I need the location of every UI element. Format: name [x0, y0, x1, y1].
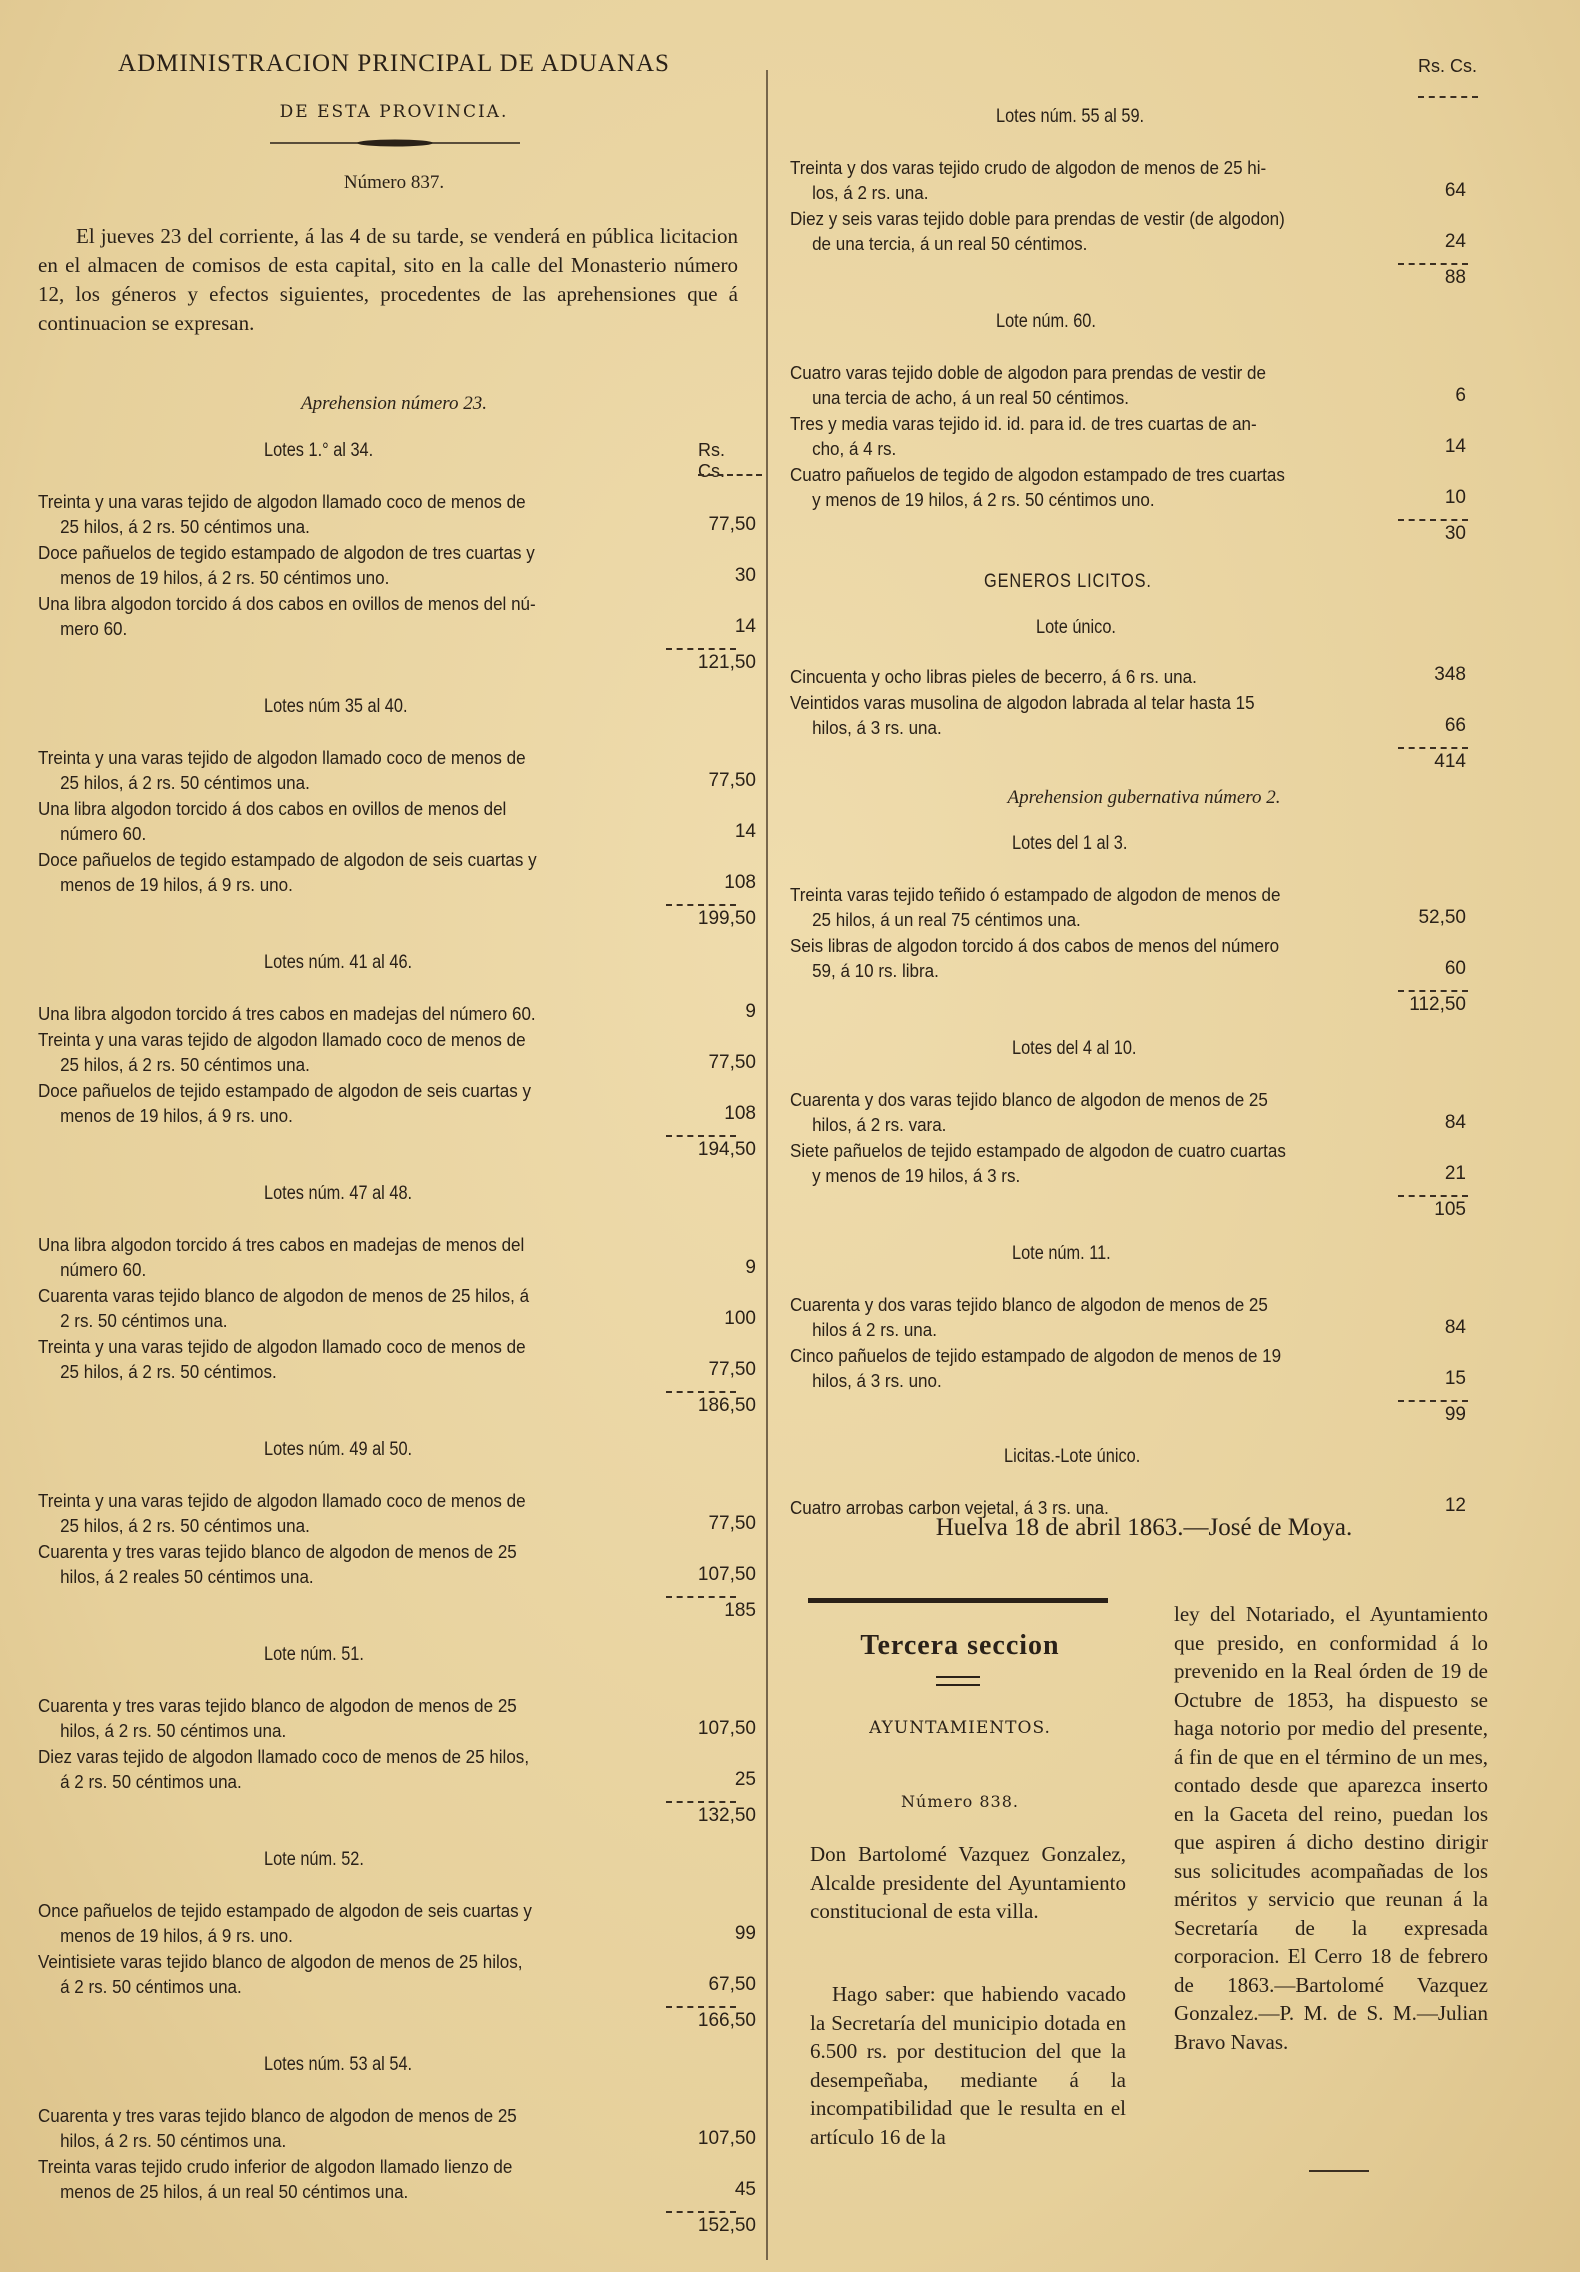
item-amount: 348 — [1434, 664, 1466, 685]
item-amount: 107,50 — [697, 2128, 756, 2149]
notice-838: Número 838. — [901, 1792, 1019, 1811]
item-amount: 25 — [734, 1769, 756, 1790]
item-text: Tres y media varas tejido id. id. para id. de tres cuartas de an- — [790, 413, 1257, 434]
lot-total: 199,50 — [697, 908, 756, 929]
lot-total: 152,50 — [697, 2215, 756, 2236]
item-amount: 84 — [1444, 1112, 1466, 1133]
rs-cs-header: Rs. Cs. — [1418, 56, 1478, 76]
item-amount: 77,50 — [708, 1513, 756, 1534]
total-rule — [666, 2211, 736, 2213]
item-text: Cuarenta y tres varas tejido blanco de algodon de menos de 25 — [38, 1541, 517, 1562]
licitas-heading: Licitas.-Lote único. — [1004, 1446, 1141, 1467]
total-rule — [1398, 747, 1468, 749]
lot-total: 105 — [1434, 1199, 1466, 1220]
item-amount: 12 — [1444, 1495, 1466, 1516]
ornament-divider — [270, 138, 520, 148]
aprehension-gub-title: Aprehension gubernativa número 2. — [1007, 787, 1281, 808]
item-amount: 77,50 — [708, 1052, 756, 1073]
signoff: Huelva 18 de abril 1863.—José de Moya. — [935, 1514, 1353, 1541]
total-rule — [1398, 263, 1468, 265]
item-text: Treinta varas tejido crudo inferior de algodon llamado lienzo de — [38, 2156, 513, 2177]
lot-total: 132,50 — [697, 1805, 756, 1826]
item-amount: 66 — [1444, 715, 1466, 736]
item-text: Treinta y una varas tejido de algodon llamado coco de menos de — [38, 747, 526, 768]
lote-unico-heading: Lote único. — [1036, 617, 1116, 638]
end-rule — [1309, 2170, 1369, 2172]
total-rule — [666, 1801, 736, 1803]
item-text: Once pañuelos de tejido estampado de algodon de seis cuartas y — [38, 1900, 532, 1921]
item-text-cont: y menos de 19 hilos, á 2 rs. 50 céntimos uno. — [812, 489, 1155, 510]
item-text-cont: número 60. — [60, 1259, 147, 1280]
item-amount: 21 — [1444, 1163, 1466, 1184]
rule — [1418, 96, 1478, 98]
item-text-cont: menos de 25 hilos, á un real 50 céntimos una. — [60, 2181, 409, 2202]
total-rule — [666, 648, 736, 650]
item-text: Doce pañuelos de tejido estampado de algodon de seis cuartas y — [38, 1080, 531, 1101]
item-text-cont: hilos á 2 rs. una. — [812, 1319, 937, 1340]
notice-number: Número 837. — [343, 172, 445, 193]
lot-title: Lote núm. 11. — [1012, 1243, 1111, 1264]
item-text-cont: 25 hilos, á 2 rs. 50 céntimos una. — [60, 516, 310, 537]
total-rule — [1398, 990, 1468, 992]
item-amount: 108 — [724, 872, 756, 893]
header-subtitle: DE ESTA PROVINCIA. — [279, 102, 509, 122]
line-item — [38, 745, 581, 795]
lot-title: Lote núm. 51. — [264, 1644, 364, 1665]
item-amount: 77,50 — [708, 1359, 756, 1380]
lot-title: Lotes núm 35 al 40. — [264, 696, 408, 717]
lot-title: Lotes núm. 49 al 50. — [264, 1439, 413, 1460]
item-text-cont: número 60. — [60, 823, 147, 844]
line-item — [790, 664, 1333, 689]
item-text-cont: mero 60. — [60, 618, 128, 639]
item-text-cont: de una tercia, á un real 50 céntimos. — [812, 233, 1088, 254]
total-rule — [1398, 1195, 1468, 1197]
lot-title: Lotes núm. 41 al 46. — [264, 952, 413, 973]
item-text-cont: 25 hilos, á 2 rs. 50 céntimos una. — [60, 772, 310, 793]
line-item — [38, 1744, 581, 1794]
item-text-cont: 25 hilos, á 2 rs. 50 céntimos una. — [60, 1054, 310, 1075]
total-rule — [666, 1596, 736, 1598]
item-text: Cuarenta varas tejido blanco de algodon de menos de 25 hilos, á — [38, 1285, 530, 1306]
item-text: Cuarenta y dos varas tejido blanco de algodon de menos de 25 — [790, 1089, 1268, 1110]
generos-licitos-heading: GENEROS LICITOS. — [984, 571, 1152, 592]
item-amount: 14 — [1444, 436, 1466, 457]
intro-paragraph: El jueves 23 del corriente, á las 4 de su tarde, se venderá en pública licitacion en el almacen de comisos de esta capital, sito en la calle del Monasterio número 12, los géneros y efectos siguientes, procedentes de las aprehensiones que á continuacion se expresan. — [38, 224, 738, 335]
lot-title: Lotes núm. 47 al 48. — [264, 1183, 413, 1204]
item-text-cont: 25 hilos, á un real 75 céntimos una. — [812, 909, 1081, 930]
total-rule — [666, 904, 736, 906]
item-text-cont: hilos, á 2 reales 50 céntimos una. — [60, 1566, 314, 1587]
double-rule — [936, 1676, 980, 1686]
item-text: Cincuenta y ocho libras pieles de becerro, á 6 rs. una. — [790, 666, 1197, 687]
item-text: Doce pañuelos de tegido estampado de algodon de tres cuartas y — [38, 542, 535, 563]
lot-total: 121,50 — [697, 652, 756, 673]
total-rule — [666, 1391, 736, 1393]
item-text: Treinta y una varas tejido de algodon llamado coco de menos de — [38, 1336, 526, 1357]
line-item — [38, 540, 581, 590]
line-item — [790, 1343, 1333, 1393]
item-text: Cinco pañuelos de tejido estampado de algodon de menos de 19 — [790, 1345, 1282, 1366]
total-rule — [1398, 1400, 1468, 1402]
lot-total: 414 — [1434, 751, 1466, 772]
line-item — [38, 796, 581, 846]
item-amount: 14 — [734, 821, 756, 842]
item-amount: 67,50 — [708, 1974, 756, 1995]
lot-total: 186,50 — [697, 1395, 756, 1416]
line-item — [38, 1334, 581, 1384]
line-item — [38, 489, 581, 539]
header-title: ADMINISTRACION PRINCIPAL DE ADUANAS — [118, 50, 670, 77]
item-text: Cuarenta y tres varas tejido blanco de algodon de menos de 25 — [38, 2105, 517, 2126]
item-amount: 107,50 — [697, 1718, 756, 1739]
item-text: Una libra algodon torcido á dos cabos en ovillos de menos del — [38, 798, 507, 819]
item-text: Una libra algodon torcido á tres cabos en madejas del número 60. — [38, 1003, 536, 1024]
item-text-cont: y menos de 19 hilos, á 3 rs. — [812, 1165, 1021, 1186]
total-rule — [666, 2006, 736, 2008]
item-text-cont: menos de 19 hilos, á 9 rs. uno. — [60, 874, 293, 895]
item-text-cont: 2 rs. 50 céntimos una. — [60, 1310, 228, 1331]
line-item — [790, 206, 1333, 256]
item-amount: 84 — [1444, 1317, 1466, 1338]
lot-total: 185 — [724, 1600, 756, 1621]
item-text: Diez y seis varas tejido doble para prendas de vestir (de algodon) — [790, 208, 1285, 229]
item-text-cont: cho, á 4 rs. — [812, 438, 897, 459]
item-text: Cuatro arrobas carbon vejetal, á 3 rs. una. — [790, 1497, 1109, 1518]
item-amount: 9 — [745, 1001, 756, 1022]
lot-total: 99 — [1444, 1404, 1466, 1425]
item-text: Diez varas tejido de algodon llamado coco de menos de 25 hilos, — [38, 1746, 530, 1767]
line-item — [790, 882, 1333, 932]
line-item — [38, 1283, 581, 1333]
item-text: Veintisiete varas tejido blanco de algodon de menos de 25 hilos, — [38, 1951, 523, 1972]
item-text-cont: hilos, á 2 rs. vara. — [812, 1114, 947, 1135]
item-amount: 6 — [1455, 385, 1466, 406]
lot-total: 88 — [1444, 267, 1466, 288]
line-item — [38, 847, 581, 897]
item-amount: 14 — [734, 616, 756, 637]
item-text-cont: los, á 2 rs. una. — [812, 182, 929, 203]
item-text-cont: una tercia de acho, á un real 50 céntimos. — [812, 387, 1130, 408]
item-text-cont: 59, á 10 rs. libra. — [812, 960, 939, 981]
lot-title: Lotes núm. 55 al 59. — [996, 106, 1145, 127]
line-item — [38, 1693, 581, 1743]
section-bar — [808, 1598, 1108, 1603]
item-text: Cuatro varas tejido doble de algodon para prendas de vestir de — [790, 362, 1266, 383]
line-item — [38, 1078, 581, 1128]
item-amount: 100 — [724, 1308, 756, 1329]
line-item — [38, 1949, 581, 1999]
item-text-cont: á 2 rs. 50 céntimos una. — [60, 1771, 242, 1792]
item-text: Treinta y dos varas tejido crudo de algodon de menos de 25 hi- — [790, 157, 1267, 178]
line-item — [790, 933, 1333, 983]
item-amount: 9 — [745, 1257, 756, 1278]
aprehension-title: Aprehension número 23. — [301, 393, 487, 414]
lot-title: Lotes del 4 al 10. — [1012, 1038, 1137, 1059]
item-amount: 52,50 — [1418, 907, 1466, 928]
lot-total: 166,50 — [697, 2010, 756, 2031]
lot-total: 112,50 — [1409, 994, 1466, 1015]
item-text-cont: menos de 19 hilos, á 2 rs. 50 céntimos uno. — [60, 567, 390, 588]
rule — [698, 474, 762, 476]
ayuntamientos-heading: AYUNTAMIENTOS. — [869, 1718, 1051, 1738]
item-amount: 77,50 — [708, 514, 756, 535]
lot-title: Lotes núm. 53 al 54. — [264, 2054, 413, 2075]
lot-total: 194,50 — [697, 1139, 756, 1160]
total-rule — [1398, 519, 1468, 521]
item-amount: 10 — [1444, 487, 1466, 508]
item-text-cont: menos de 19 hilos, á 9 rs. uno. — [60, 1925, 293, 1946]
item-text: Una libra algodon torcido á tres cabos en madejas de menos del — [38, 1234, 525, 1255]
item-text-cont: á 2 rs. 50 céntimos una. — [60, 1976, 242, 1997]
don-paragraph: Don Bartolomé Vazquez Gonzalez, Alcalde presidente del Ayuntamiento constitucional de esta villa. — [810, 1842, 1126, 1923]
line-item — [790, 462, 1333, 512]
section-title: Tercera seccion — [860, 1630, 1060, 1661]
line-item — [38, 2103, 581, 2153]
line-item — [790, 411, 1333, 461]
lot-title: Lotes del 1 al 3. — [1012, 833, 1128, 854]
item-amount: 108 — [724, 1103, 756, 1124]
continuation-paragraph: ley del Notariado, el Ayuntamiento que presido, en conformidad á lo prevenido en la Real órden de 19 de Octubre de 1853, ha dispuesto se haga notorio por medio del presente, á fin de que en el término de un mes, contado desde que aparezca inserto en la Gaceta del reino, puedan los que aspiren á dicho destino dirigir sus solicitudes acompañadas de los méritos y servicio que reunan á la Secretaría de la expresada corporacion. El Cerro 18 de febrero de 1863.—Bartolomé Vazquez Gonzalez.—P. M. de S. M.—Julian Bravo Navas. — [1174, 1602, 1488, 2054]
total-rule — [666, 1135, 736, 1137]
item-text: Cuatro pañuelos de tegido de algodon estampado de tres cuartas — [790, 464, 1285, 485]
item-amount: 24 — [1444, 231, 1466, 252]
item-amount: 64 — [1444, 180, 1466, 201]
item-text-cont: hilos, á 3 rs. uno. — [812, 1370, 942, 1391]
line-item — [38, 1539, 581, 1589]
item-text: Treinta y una varas tejido de algodon llamado coco de menos de — [38, 1029, 526, 1050]
item-text: Treinta y una varas tejido de algodon llamado coco de menos de — [38, 491, 526, 512]
line-item — [790, 360, 1333, 410]
item-text: Cuarenta y tres varas tejido blanco de algodon de menos de 25 — [38, 1695, 517, 1716]
item-text-cont: menos de 19 hilos, á 9 rs. uno. — [60, 1105, 293, 1126]
item-text-cont: 25 hilos, á 2 rs. 50 céntimos. — [60, 1361, 277, 1382]
line-item — [790, 1138, 1333, 1188]
item-text: Treinta varas tejido teñido ó estampado de algodon de menos de — [790, 884, 1281, 905]
lot-title: Lote núm. 60. — [996, 311, 1096, 332]
item-amount: 30 — [734, 565, 756, 586]
rs-cs-header: Rs. Cs. — [698, 440, 725, 481]
item-text: Treinta y una varas tejido de algodon llamado coco de menos de — [38, 1490, 526, 1511]
item-text: Cuarenta y dos varas tejido blanco de algodon de menos de 25 — [790, 1294, 1268, 1315]
line-item — [38, 1027, 581, 1077]
line-item — [38, 1898, 581, 1948]
item-amount: 107,50 — [697, 1564, 756, 1585]
lot-total: 30 — [1444, 523, 1466, 544]
item-amount: 77,50 — [708, 770, 756, 791]
line-item — [38, 591, 581, 641]
hago-saber-paragraph: Hago saber: que habiendo vacado la Secretaría del municipio dotada en 6.500 rs. por destitucion del que la desempeñaba, mediante á la incompatibilidad que le resulta en el artículo 16 de la — [810, 1982, 1126, 2149]
lot-title: Lotes 1.° al 34. — [264, 440, 374, 461]
lot-title: Lote núm. 52. — [264, 1849, 364, 1870]
line-item — [790, 1087, 1333, 1137]
item-text-cont: hilos, á 2 rs. 50 céntimos una. — [60, 2130, 287, 2151]
line-item — [790, 155, 1333, 205]
line-item — [38, 1001, 581, 1026]
item-amount: 15 — [1444, 1368, 1466, 1389]
line-item — [790, 1292, 1333, 1342]
item-text-cont: hilos, á 3 rs. una. — [812, 717, 942, 738]
item-amount: 60 — [1444, 958, 1466, 979]
line-item — [38, 2154, 581, 2204]
item-text-cont: hilos, á 2 rs. 50 céntimos una. — [60, 1720, 287, 1741]
item-text: Doce pañuelos de tegido estampado de algodon de seis cuartas y — [38, 849, 537, 870]
item-text: Veintidos varas musolina de algodon labrada al telar hasta 15 — [790, 692, 1255, 713]
item-amount: 99 — [734, 1923, 756, 1944]
item-amount: 45 — [734, 2179, 756, 2200]
line-item — [38, 1232, 581, 1282]
item-text: Siete pañuelos de tejido estampado de algodon de cuatro cuartas — [790, 1140, 1286, 1161]
line-item — [38, 1488, 581, 1538]
item-text: Una libra algodon torcido á dos cabos en ovillos de menos del nú- — [38, 593, 536, 614]
column-divider — [766, 70, 768, 2260]
item-text-cont: 25 hilos, á 2 rs. 50 céntimos una. — [60, 1515, 310, 1536]
item-text: Seis libras de algodon torcido á dos cabos de menos del número — [790, 935, 1280, 956]
line-item — [790, 690, 1333, 740]
